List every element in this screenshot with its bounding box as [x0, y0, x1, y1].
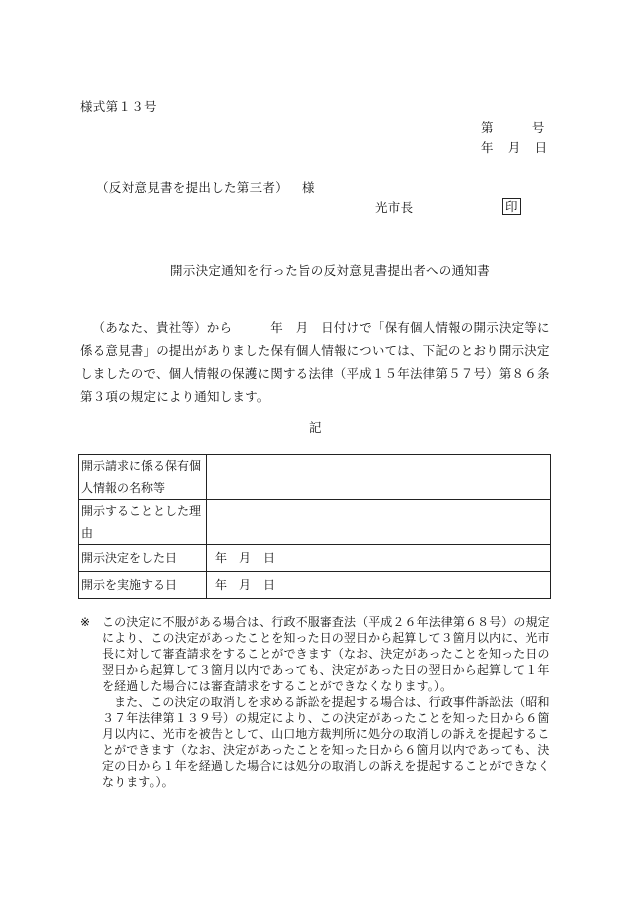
row-value — [207, 500, 551, 545]
addressee-name: （反対意見書を提出した第三者） — [96, 180, 289, 195]
note-paragraph-1: この決定に不服がある場合は、行政不服審査法（平成２６年法律第６８号）の規定により、この決定があったことを知った日の翌日から起算して３箇月以内に、光市長に対して審査請求をすることができます（なお、決定があったことを知った日の翌日から起算して３箇月以内であっても、決定があった日の翌日から起算して１年を経過した場合には審査請求をすることができなくなります。）。 — [102, 615, 550, 693]
seal-text: 印 — [502, 198, 521, 215]
decision-table — [78, 454, 551, 599]
reference-dai: 第 — [481, 120, 494, 135]
date-day-label: 日 — [534, 140, 548, 155]
row-value: 年 月 日 — [207, 572, 551, 599]
row-value — [207, 455, 551, 500]
issuer: 光市長 — [375, 200, 414, 215]
form-number: 様式第１３号 — [80, 99, 157, 114]
reference-number-label — [481, 118, 545, 136]
addressee — [96, 178, 315, 196]
row-label: 開示請求に係る保有個人情報の名称等 — [79, 455, 207, 500]
reference-go: 号 — [531, 120, 545, 135]
table-row — [79, 545, 551, 572]
table-row — [79, 500, 551, 545]
row-label: 開示することとした理由 — [79, 500, 207, 545]
row-label: 開示決定をした日 — [79, 545, 207, 572]
table-row — [79, 455, 551, 500]
appeal-note — [80, 614, 552, 790]
issue-date — [481, 138, 547, 156]
row-label: 開示を実施する日 — [79, 572, 207, 599]
body-paragraph: （あなた、貴社等）から 年 月 日付けで「保有個人情報の開示決定等に係る意見書」の提出がありました保有個人情報については、下記のとおり開示決定しましたので、個人情報の保護に関する法律（平成１５年法律第５７号）第８６条第３項の規定により通知します。 — [80, 320, 550, 404]
addressee-honorific: 様 — [302, 180, 315, 195]
note-paragraph-2: また、この決定の取消しを求める訴訟を提起する場合は、行政事件訴訟法（昭和３７年法律第１３９号）の規定により、この決定があったことを知った日から６箇月以内に、光市を被告として、山口地方裁判所に処分の取消しの訴えを提起することができます（なお、決定があったことを知った日から６箇月以内であっても、決定の日から１年を経過した場合には処分の取消しの訴えを提起することができなくなります。）。 — [102, 695, 550, 789]
date-year-label: 年 — [481, 140, 494, 155]
table-row — [79, 572, 551, 599]
row-value: 年 月 日 — [207, 545, 551, 572]
date-month-label: 月 — [507, 140, 521, 155]
note-mark: ※ — [80, 615, 91, 629]
seal-mark — [502, 196, 521, 215]
ki-heading: 記 — [309, 420, 322, 435]
document-title: 開示決定通知を行った旨の反対意見書提出者への通知書 — [170, 263, 491, 278]
